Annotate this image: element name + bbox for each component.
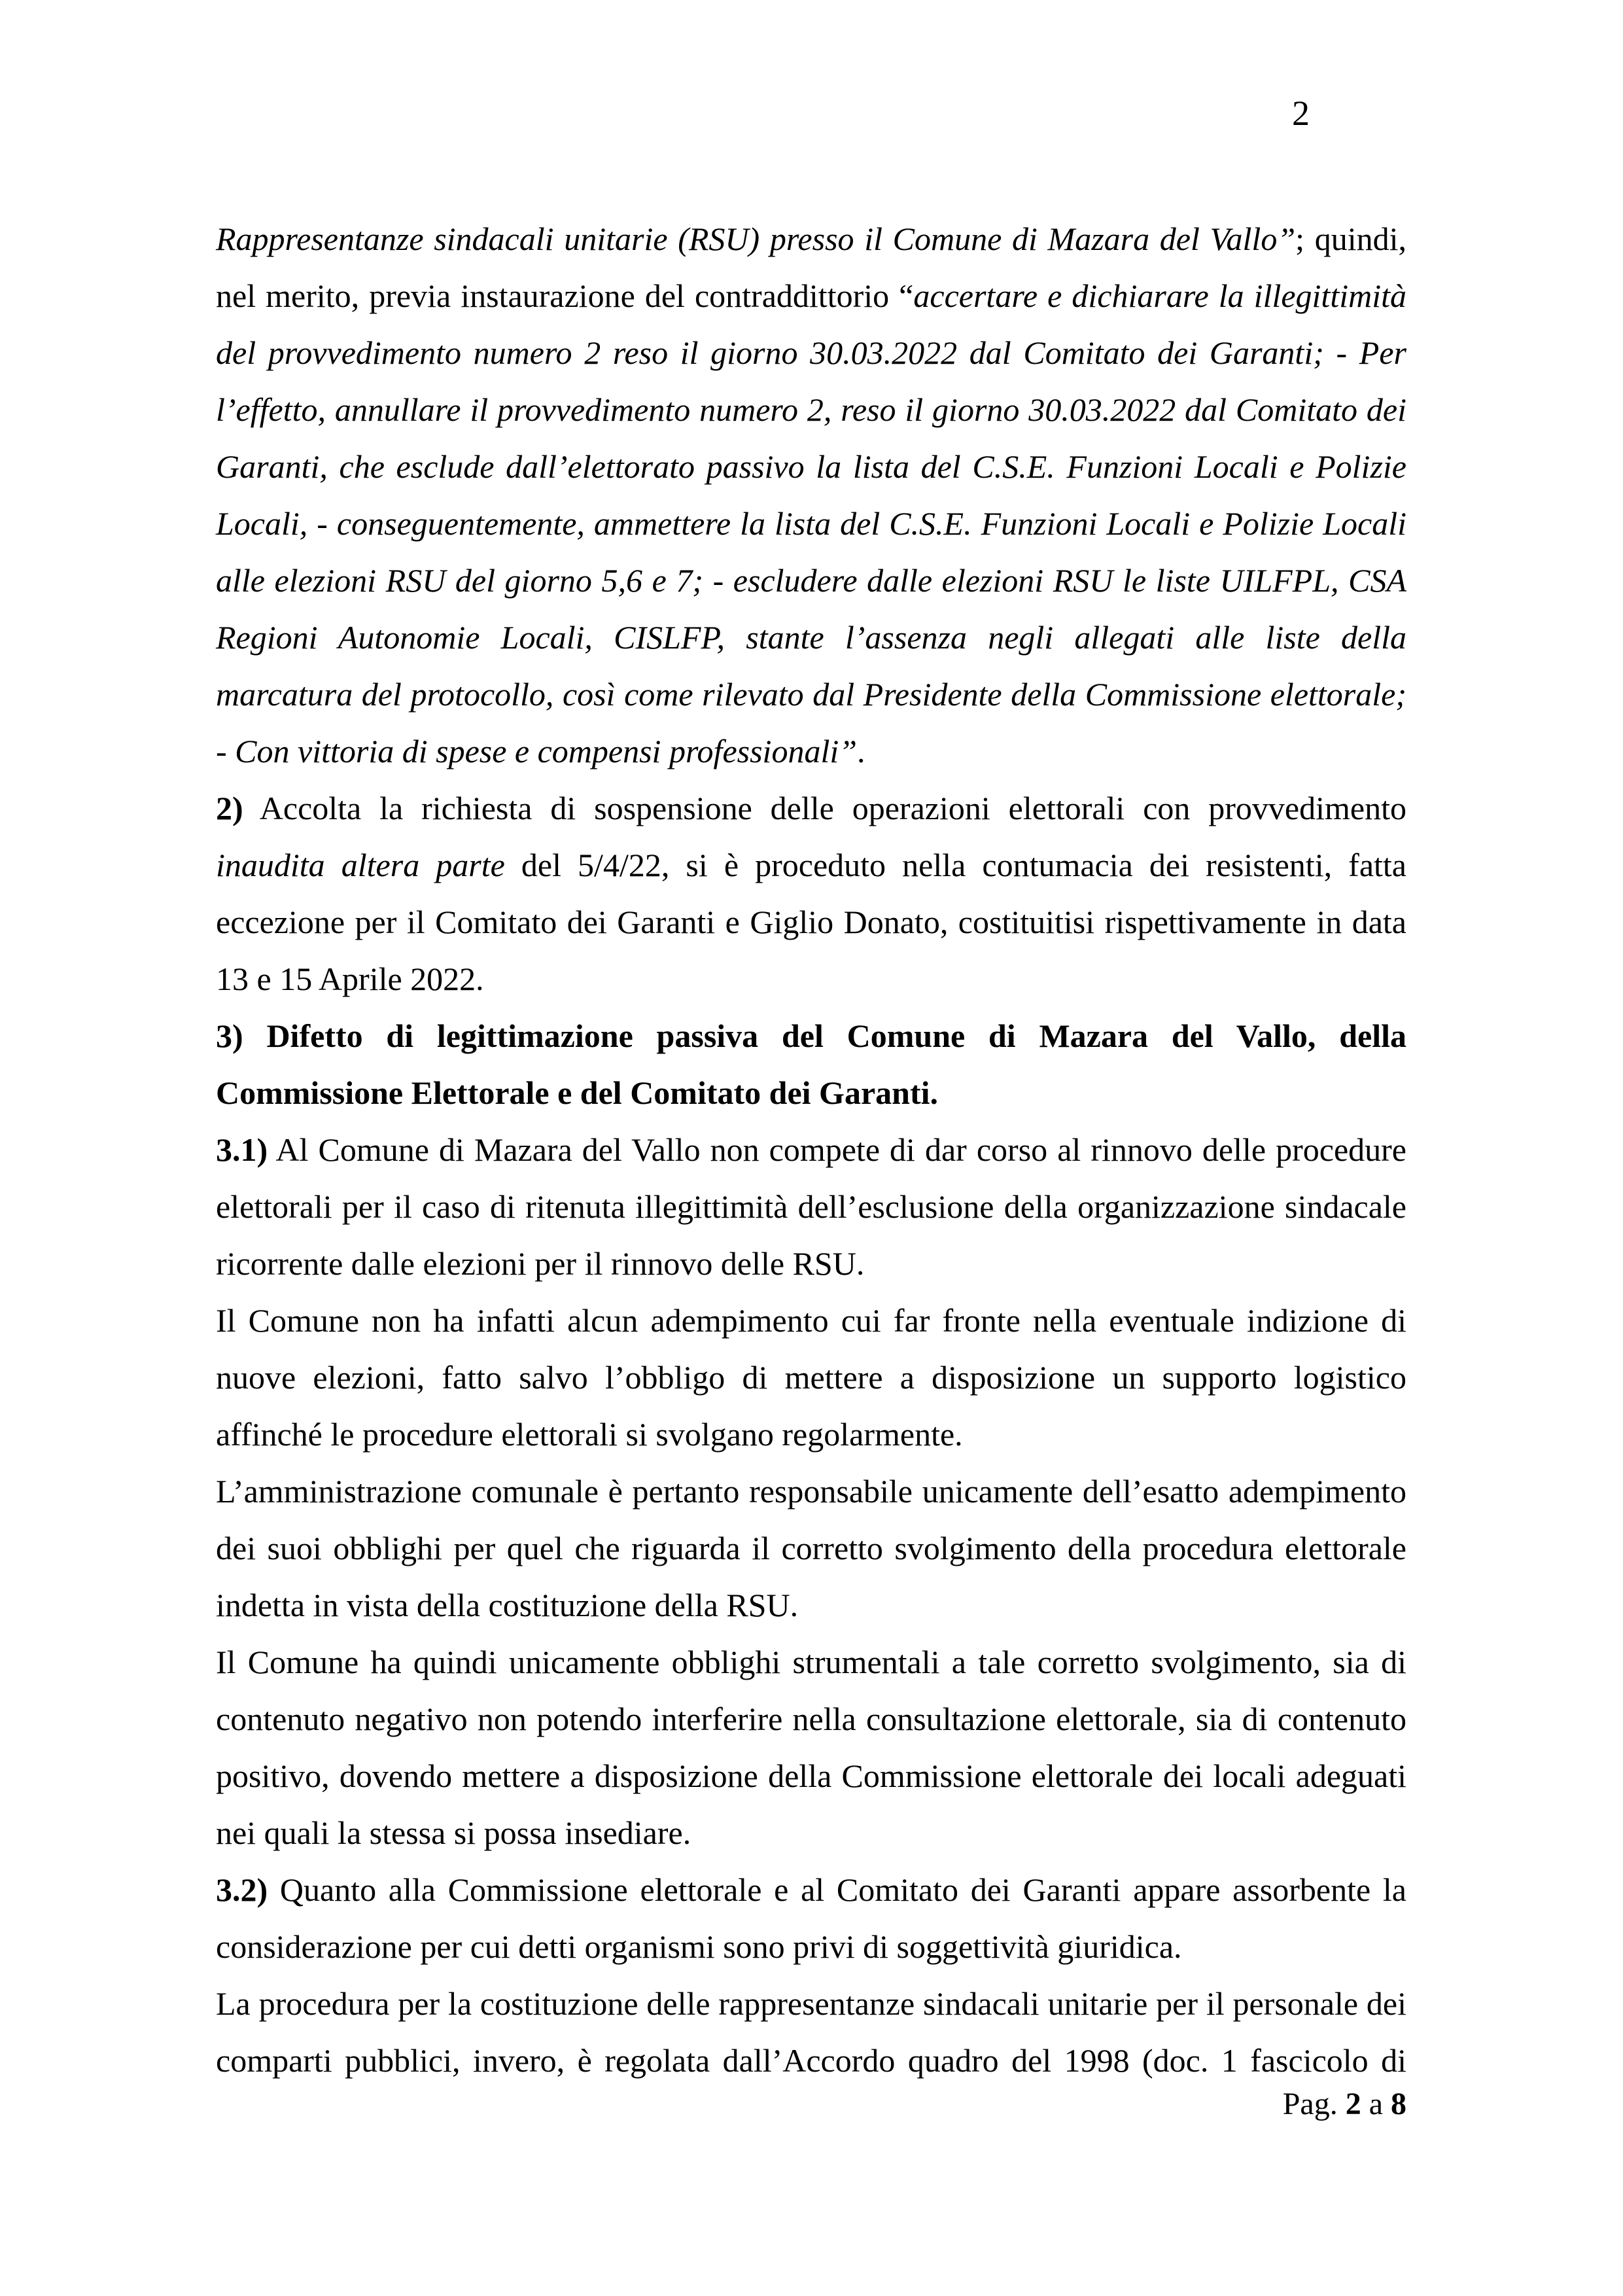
text-run: marcatura del protocollo, così come rilevato dal Presidente della Commissione elettorale; [216, 676, 1406, 713]
text-line [216, 2032, 1406, 2089]
paragraph [216, 1463, 1406, 1634]
text-line [216, 780, 1406, 837]
text-run: 3.2) [216, 1871, 268, 1908]
text-run: del provvedimento numero 2 reso il giorno 30.03.2022 dal Comitato dei Garanti; - Per [216, 334, 1406, 371]
text-run: 3) Difetto di legittimazione passiva del Comune di Mazara del Vallo, della [216, 1017, 1406, 1054]
text-line-content [216, 381, 1406, 438]
text-run: l’effetto, annullare il provvedimento numero 2, reso il giorno 30.03.2022 dal Comitato dei [216, 391, 1406, 428]
text-run: Il Comune ha quindi unicamente obblighi strumentali a tale corretto svolgimento, sia di [216, 1644, 1406, 1680]
paragraph [216, 1008, 1406, 1122]
text-line-content [216, 1805, 691, 1862]
text-line-content [216, 1349, 1406, 1406]
text-line-content [216, 438, 1406, 495]
text-run: Commissione Elettorale e del Comitato dei Garanti. [216, 1074, 938, 1111]
text-line [216, 723, 1406, 780]
text-run: ; quindi, [1295, 221, 1406, 257]
footer-page-indicator [1283, 2087, 1406, 2121]
text-run: nuove elezioni, fatto salvo l’obbligo di mettere a disposizione un supporto logistico [216, 1359, 1406, 1396]
text-line [216, 1406, 1406, 1463]
text-line [216, 1862, 1406, 1918]
text-run: alle elezioni RSU del giorno 5,6 e 7; - escludere dalle elezioni RSU le liste UILFPL, CSA [216, 562, 1406, 599]
text-line [216, 495, 1406, 552]
text-line-content [216, 552, 1406, 609]
text-run: nei quali la stessa si possa insediare. [216, 1814, 691, 1851]
text-run: eccezione per il Comitato dei Garanti e Giglio Donato, costituitisi rispettivamente in data [216, 904, 1406, 940]
text-line [216, 1691, 1406, 1748]
text-line [216, 325, 1406, 381]
text-run: 2) [216, 790, 243, 826]
text-line-content [216, 1748, 1406, 1805]
text-line-content [216, 780, 1406, 837]
text-line [216, 1349, 1406, 1406]
text-line-content [216, 837, 1406, 894]
text-line-content [216, 1975, 1406, 2032]
text-line [216, 552, 1406, 609]
text-run: considerazione per cui detti organismi sono privi di soggettività giuridica. [216, 1928, 1182, 1965]
paragraph [216, 1292, 1406, 1463]
text-run: elettorali per il caso di ritenuta illegittimità dell’esclusione della organizzazione sindacale [216, 1188, 1406, 1225]
text-line-content [216, 1292, 1406, 1349]
text-line-content [216, 1691, 1406, 1748]
text-run: La procedura per la costituzione delle rappresentanze sindacali unitarie per il personale dei [216, 1985, 1406, 2022]
text-line [216, 1008, 1406, 1065]
text-run: del 5/4/22, si è proceduto nella contumacia dei resistenti, fatta [504, 847, 1406, 883]
text-run: Garanti, che esclude dall’elettorato passivo la lista del C.S.E. Funzioni Locali e Polizie [216, 448, 1406, 485]
text-run: Locali, - conseguentemente, ammettere la lista del C.S.E. Funzioni Locali e Polizie Locali [216, 505, 1406, 542]
paragraph [216, 211, 1406, 780]
text-line-content [216, 723, 865, 780]
text-line [216, 1178, 1406, 1235]
text-line-content [216, 1178, 1406, 1235]
text-line [216, 1292, 1406, 1349]
paragraph [216, 1975, 1406, 2089]
text-line-content [216, 1235, 864, 1292]
text-line-content [216, 1065, 938, 1122]
text-line-content [216, 1520, 1406, 1577]
text-run: a [1361, 2087, 1391, 2121]
text-line [216, 1065, 1406, 1122]
paragraph [216, 1862, 1406, 1975]
text-run: Al Comune di Mazara del Vallo non compete di dar corso al rinnovo delle procedure [268, 1131, 1406, 1168]
text-line-content [216, 666, 1406, 723]
page-footer [216, 2085, 1406, 2124]
text-run: Quanto alla Commissione elettorale e al Comitato dei Garanti appare assorbente la [268, 1871, 1406, 1908]
text-line-content [216, 1577, 798, 1634]
text-line [216, 951, 1406, 1008]
text-line [216, 268, 1406, 325]
text-line [216, 1577, 1406, 1634]
text-line-content [216, 1918, 1182, 1975]
text-line-content [216, 1406, 963, 1463]
text-run: dei suoi obblighi per quel che riguarda il corretto svolgimento della procedura elettorale [216, 1530, 1406, 1566]
text-run: Rappresentanze sindacali unitarie (RSU) presso il Comune di Mazara del Vallo” [216, 221, 1296, 257]
text-run: accertare e dichiarare la illegittimità [913, 277, 1406, 314]
text-run: indetta in vista della costituzione della RSU. [216, 1587, 799, 1623]
text-run: Il Comune non ha infatti alcun adempimento cui far fronte nella eventuale indizione di [216, 1302, 1406, 1339]
text-line-content [216, 894, 1406, 951]
text-run: Pag. [1282, 2087, 1346, 2121]
text-line-content [216, 268, 1406, 325]
text-line [216, 438, 1406, 495]
text-run: nel merito, previa instaurazione del contraddittorio “ [216, 277, 914, 314]
text-run: affinché le procedure elettorali si svolgano regolarmente. [216, 1416, 963, 1453]
text-line-content [216, 495, 1406, 552]
text-line-content [216, 1634, 1406, 1691]
text-line [216, 1918, 1406, 1975]
text-run: - Con vittoria di spese e compensi professionali” [216, 733, 858, 769]
text-run: 2 [1345, 2087, 1361, 2121]
text-line-content [216, 1862, 1406, 1918]
text-line-content [216, 1463, 1406, 1520]
text-line-content [216, 325, 1406, 381]
text-run: 8 [1391, 2087, 1406, 2121]
document-body [216, 211, 1406, 2089]
text-line [216, 1122, 1406, 1178]
text-run: inaudita altera parte [216, 847, 505, 883]
text-line-content [216, 211, 1406, 268]
text-line [216, 609, 1406, 666]
text-line [216, 666, 1406, 723]
text-line-content [216, 2032, 1406, 2089]
text-line [216, 211, 1406, 268]
paragraph [216, 1122, 1406, 1292]
text-run: positivo, dovendo mettere a disposizione della Commissione elettorale dei locali adeguati [216, 1757, 1406, 1794]
text-line [216, 837, 1406, 894]
text-line [216, 894, 1406, 951]
text-run: L’amministrazione comunale è pertanto responsabile unicamente dell’esatto adempimento [216, 1473, 1406, 1510]
text-run: 13 e 15 Aprile 2022. [216, 961, 484, 997]
text-line-content [216, 1008, 1406, 1065]
text-line [216, 1805, 1406, 1862]
paragraph [216, 780, 1406, 1008]
text-run: Regioni Autonomie Locali, CISLFP, stante l’assenza negli allegati alle liste della [216, 619, 1406, 656]
text-line [216, 1634, 1406, 1691]
text-line [216, 381, 1406, 438]
text-run: Accolta la richiesta di sospensione delle operazioni elettorali con provvedimento [243, 790, 1406, 826]
text-line [216, 1520, 1406, 1577]
text-run: comparti pubblici, invero, è regolata dall’Accordo quadro del 1998 (doc. 1 fascicolo di [216, 2042, 1406, 2079]
header-page-number: 2 [1292, 94, 1310, 133]
text-line-content [216, 1122, 1406, 1178]
text-line [216, 1235, 1406, 1292]
text-line [216, 1748, 1406, 1805]
text-run: ricorrente dalle elezioni per il rinnovo delle RSU. [216, 1245, 865, 1282]
text-line [216, 1975, 1406, 2032]
paragraph [216, 1634, 1406, 1862]
text-run: 3.1) [216, 1131, 268, 1168]
text-line-content [216, 951, 484, 1008]
text-line-content [216, 609, 1406, 666]
text-run: . [857, 733, 865, 769]
text-run: contenuto negativo non potendo interferire nella consultazione elettorale, sia di contenuto [216, 1701, 1406, 1737]
text-line [216, 1463, 1406, 1520]
